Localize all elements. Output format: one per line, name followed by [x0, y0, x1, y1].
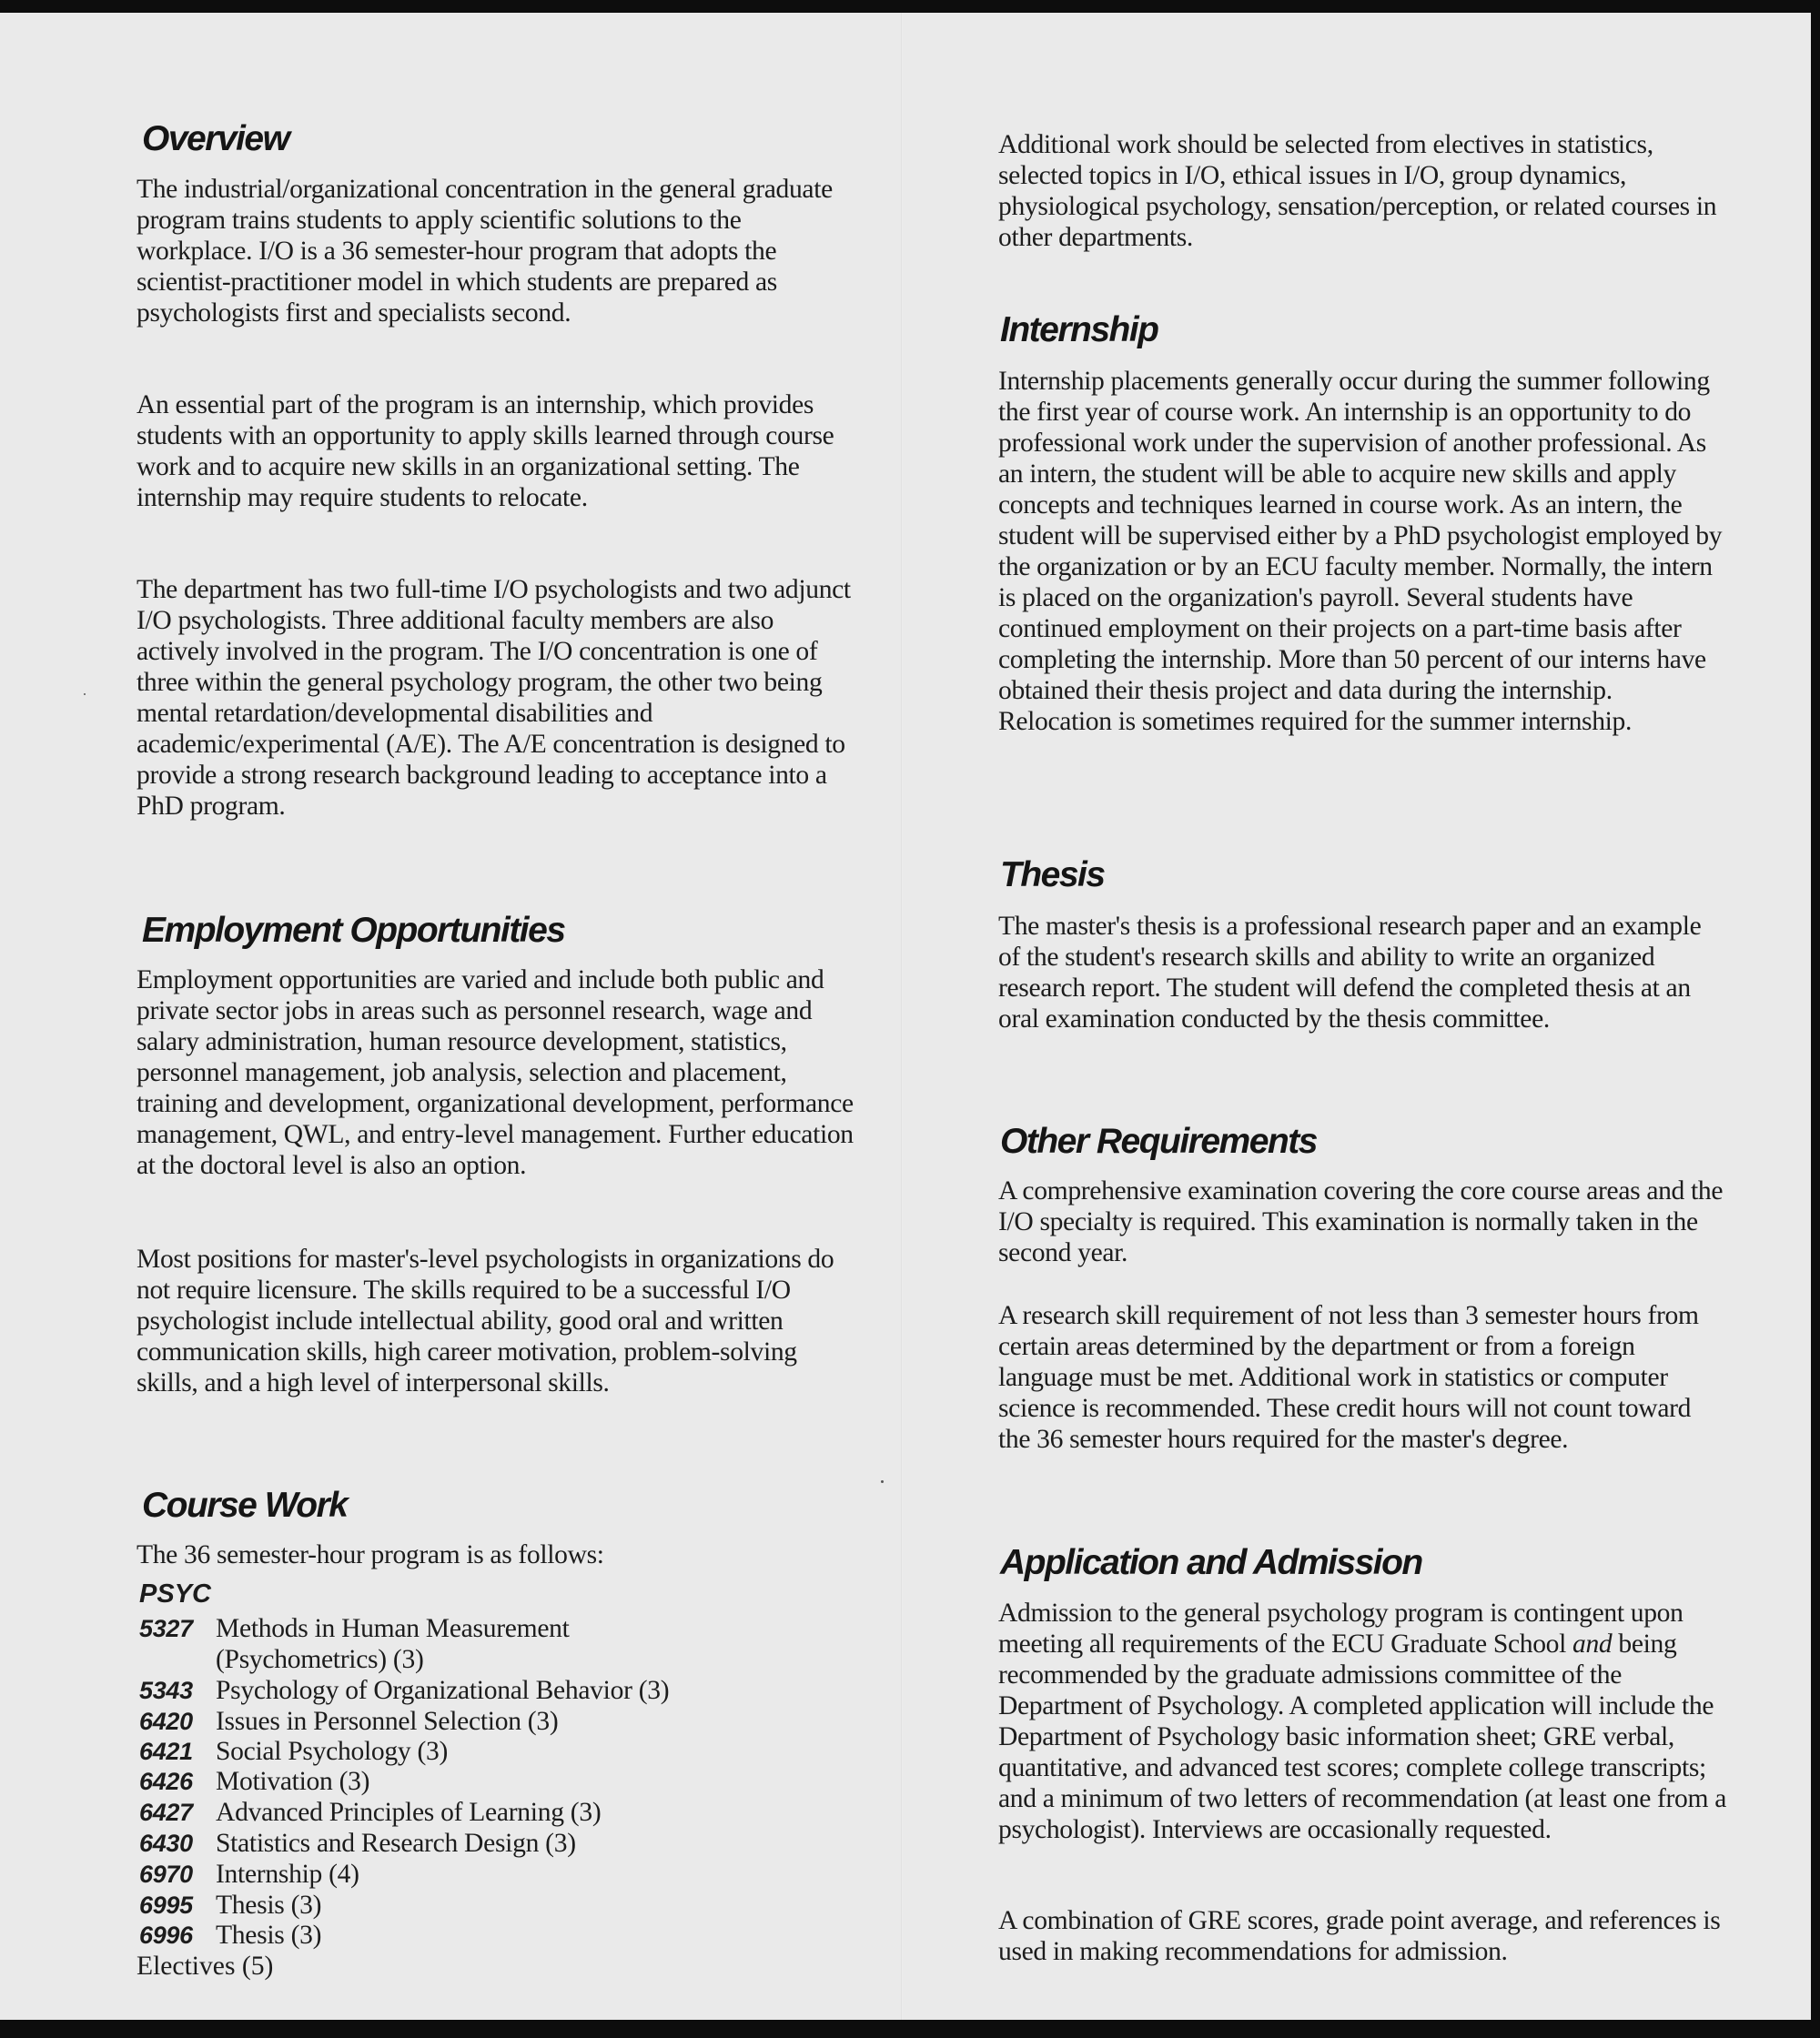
course-item — [139, 1859, 849, 1890]
thesis-heading: Thesis — [1000, 855, 1105, 894]
additional-work-paragraph: Additional work should be selected from electives in statistics, selected topics in I/O, ethical issues in I/O, group dynamics, physiological psychology, sensation/perception, or related courses in other departments. — [998, 130, 1717, 252]
course-work-heading: Course Work — [142, 1486, 348, 1525]
course-title: Statistics and Research Design (3) — [216, 1829, 576, 1858]
overview-heading: Overview — [142, 119, 289, 158]
other-requirements-heading: Other Requirements — [1000, 1122, 1317, 1161]
course-number: 6970 — [139, 1861, 193, 1888]
course-number: 6996 — [139, 1922, 193, 1949]
application-emphasis: and — [1572, 1629, 1613, 1659]
overview-paragraph-2: An essential part of the program is an internship, which provides students with an opportunity to apply skills learned through course work and to acquire new skills in an organizational setting. The internship may require students to relocate. — [136, 390, 834, 512]
course-item — [139, 1890, 849, 1921]
employment-heading: Employment Opportunities — [142, 911, 565, 950]
course-item — [139, 1675, 849, 1706]
course-number: 6995 — [139, 1892, 193, 1919]
course-title: Methods in Human Measurement (Psychometrics) (3) — [216, 1614, 570, 1674]
application-paragraph-2: A combination of GRE scores, grade point average, and references is used in making recommendations for admission. — [998, 1906, 1721, 1966]
course-title: Motivation (3) — [216, 1767, 370, 1796]
course-number: 6420 — [139, 1708, 193, 1735]
course-item — [139, 1766, 849, 1797]
application-text-b: being recommended by the graduate admissions committee of the Department of Psychology. A completed application will include the Department of Psychology basic information sheet; GRE verbal, quantitative, and advanced test scores; complete college transcripts; and a minimum of two letters of recommendation (at least one from a psychologist). Interviews are occasionally requested. — [998, 1629, 1726, 1844]
course-number: 5327 — [139, 1615, 193, 1642]
thesis-paragraph: The master's thesis is a professional research paper and an example of the student's research skills and ability to write an organized research report. The student will defend the completed thesis at an oral examination conducted by the thesis committee. — [998, 912, 1702, 1034]
course-prefix: PSYC — [139, 1579, 211, 1609]
course-title: Advanced Principles of Learning (3) — [216, 1798, 602, 1827]
course-item — [139, 1736, 849, 1767]
internship-paragraph: Internship placements generally occur during the summer following the first year of course work. An internship is an opportunity to do professional work under the supervision of another professional. As an intern, the student will be able to acquire new skills and apply concepts and techniques learned in course work. As an intern, the student will be supervised either by a PhD psychologist employed by the organization or by an ECU faculty member. Normally, the intern is placed on the organization's payroll. Several students have continued employment on their projects on a part-time basis after completing the internship. More than 50 percent of our interns have obtained their thesis project and data during the internship. Relocation is sometimes required for the summer internship. — [998, 367, 1723, 736]
course-title: Issues in Personnel Selection (3) — [216, 1707, 559, 1736]
course-title: Social Psychology (3) — [216, 1737, 449, 1766]
course-number: 6426 — [139, 1768, 193, 1795]
application-heading: Application and Admission — [1000, 1543, 1422, 1582]
overview-paragraph-3: The department has two full-time I/O psychologists and two adjunct I/O psychologists. Three additional faculty members are also actively involved in the program. The I/O concentration is one of three within the general psychology program, the other two being mental retardation/developmental disabilities and academic/experimental (A/E). The A/E concentration is designed to provide a strong research background leading to acceptance into a PhD program. — [136, 575, 851, 821]
other-requirements-paragraph-1: A comprehensive examination covering the core course areas and the I/O specialty is required. This examination is normally taken in the second year. — [998, 1176, 1724, 1267]
course-title: Psychology of Organizational Behavior (3) — [216, 1676, 670, 1705]
employment-paragraph-2: Most positions for master's-level psychologists in organizations do not require licensure. The skills required to be a successful I/O psychologist include intellectual ability, good oral and written communication skills, high career motivation, problem-solving skills, and a high level of interpersonal skills. — [136, 1245, 834, 1397]
electives-line: Electives (5) — [136, 1952, 274, 1981]
speck — [84, 693, 86, 695]
course-item — [139, 1706, 849, 1737]
internship-heading: Internship — [1000, 310, 1158, 349]
course-item — [139, 1828, 849, 1859]
course-title: Internship (4) — [216, 1860, 359, 1889]
course-item — [139, 1613, 849, 1675]
employment-paragraph-1: Employment opportunities are varied and include both public and private sector jobs in areas such as personnel research, wage and salary administration, human resource development, statistics, personnel management, job analysis, selection and placement, training and development, organizational development, performance management, QWL, and entry-level management. Further education at the doctoral level is also an option. — [136, 965, 854, 1180]
page-fold — [901, 13, 903, 2020]
course-title: Thesis (3) — [216, 1891, 322, 1920]
course-work-intro: The 36 semester-hour program is as follows: — [136, 1540, 604, 1569]
course-number: 6421 — [139, 1738, 193, 1765]
application-paragraph-1 — [998, 1598, 1726, 1845]
overview-paragraph-1: The industrial/organizational concentration in the general graduate program trains students to apply scientific solutions to the workplace. I/O is a 36 semester-hour program that adopts the scientist-practitioner model in which students are prepared as psychologists first and specialists second. — [136, 175, 833, 328]
course-number: 5343 — [139, 1677, 193, 1704]
course-item — [139, 1797, 849, 1828]
course-number: 6427 — [139, 1799, 193, 1826]
course-number: 6430 — [139, 1830, 193, 1857]
course-item — [139, 1920, 849, 1951]
application-text-a: Admission to the general psychology program is contingent upon meeting all requirements of the ECU Graduate School — [998, 1599, 1684, 1659]
course-title: Thesis (3) — [216, 1921, 322, 1950]
speck — [881, 1480, 884, 1483]
other-requirements-paragraph-2: A research skill requirement of not less than 3 semester hours from certain areas determined by the department or from a foreign language must be met. Additional work in statistics or computer science is recommended. These credit hours will not count toward the 36 semester hours required for the master's degree. — [998, 1301, 1699, 1454]
